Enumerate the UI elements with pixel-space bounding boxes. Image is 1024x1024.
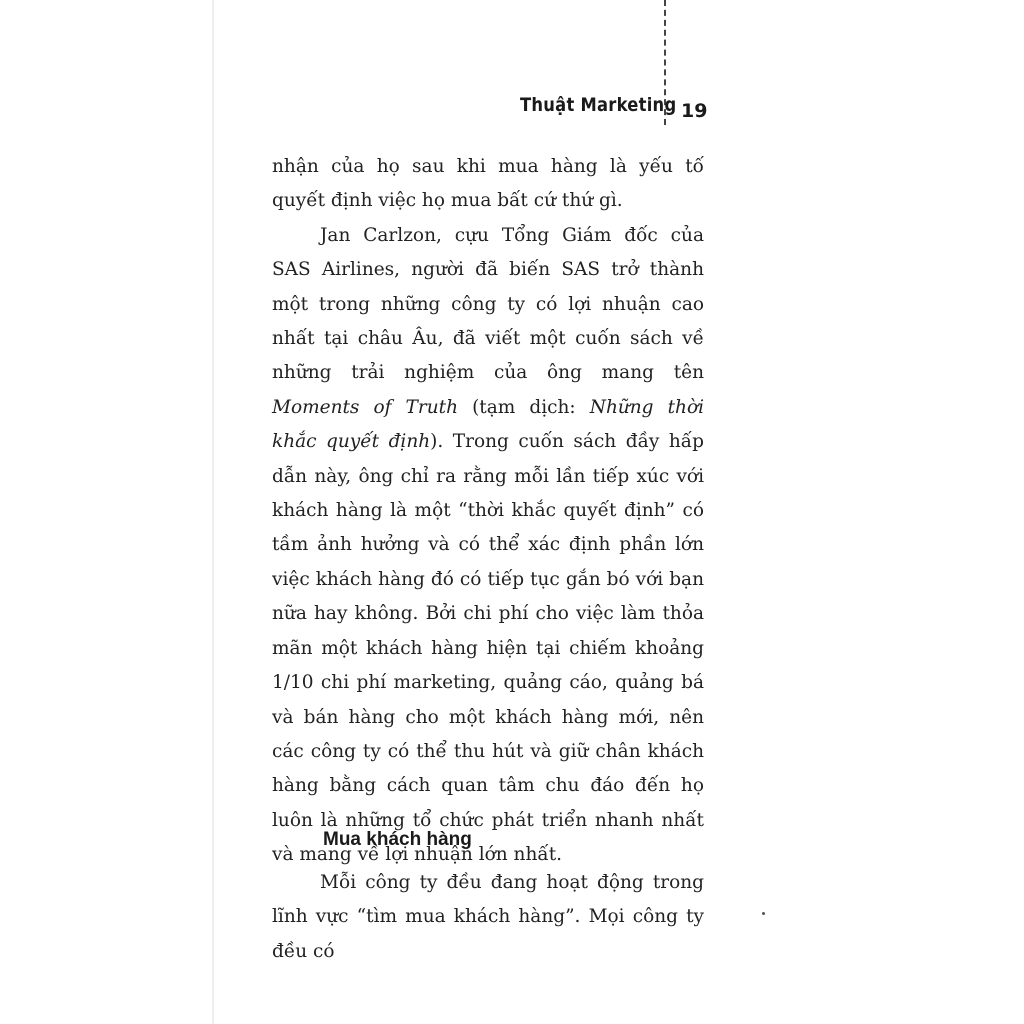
second-text-block [272, 866, 704, 969]
page-edge-shadow [212, 0, 214, 1024]
section-heading: Mua khách hàng [323, 829, 472, 850]
book-title-vietnamese: Những thời khắc quyết định [272, 396, 705, 453]
running-header-title: Thuật Marketing [520, 94, 677, 116]
paragraph-3: Mỗi công ty đều đang hoạt động trong lĩnh vực “tìm mua khách hàng”. Mọi công ty đều có [272, 872, 704, 962]
paragraph-2-part-a: Jan Carlzon, cựu Tổng Giám đốc của SAS Airlines, người đã biến SAS trở thành một trong những công ty có lợi nhuận cao nhất tại châu Âu, đã viết một cuốn sách về những trải nghiệm của ông mang tên [272, 224, 704, 384]
print-speck [762, 912, 765, 915]
paragraph-2 [272, 219, 704, 873]
book-title-english: Moments of Truth [272, 396, 459, 418]
main-text-block [272, 150, 704, 873]
page-number: 19 [681, 100, 708, 122]
paragraph-2-part-c: ). Trong cuốn sách đầy hấp dẫn này, ông chỉ ra rằng mỗi lần tiếp xúc với khách hàng là một “thời khắc quyết định” có tầm ảnh hưởng và có thể xác định phần lớn việc khách hàng đó có tiếp tục gắn bó với bạn nữa hay không. Bởi chi phí cho việc làm thỏa mãn một khách hàng hiện tại chiếm khoảng 1/10 chi phí marketing, quảng cáo, quảng bá và bán hàng cho một khách hàng mới, nên các công ty có thể thu hút và giữ chân khách hàng bằng cách quan tâm chu đáo đến họ luôn là những tổ chức phát triển nhanh nhất và mang về lợi nhuận lớn nhất. [272, 431, 704, 866]
paragraph-2-part-b: (tạm dịch: [458, 396, 590, 418]
paragraph-1: nhận của họ sau khi mua hàng là yếu tố quyết định việc họ mua bất cứ thứ gì. [272, 156, 704, 212]
